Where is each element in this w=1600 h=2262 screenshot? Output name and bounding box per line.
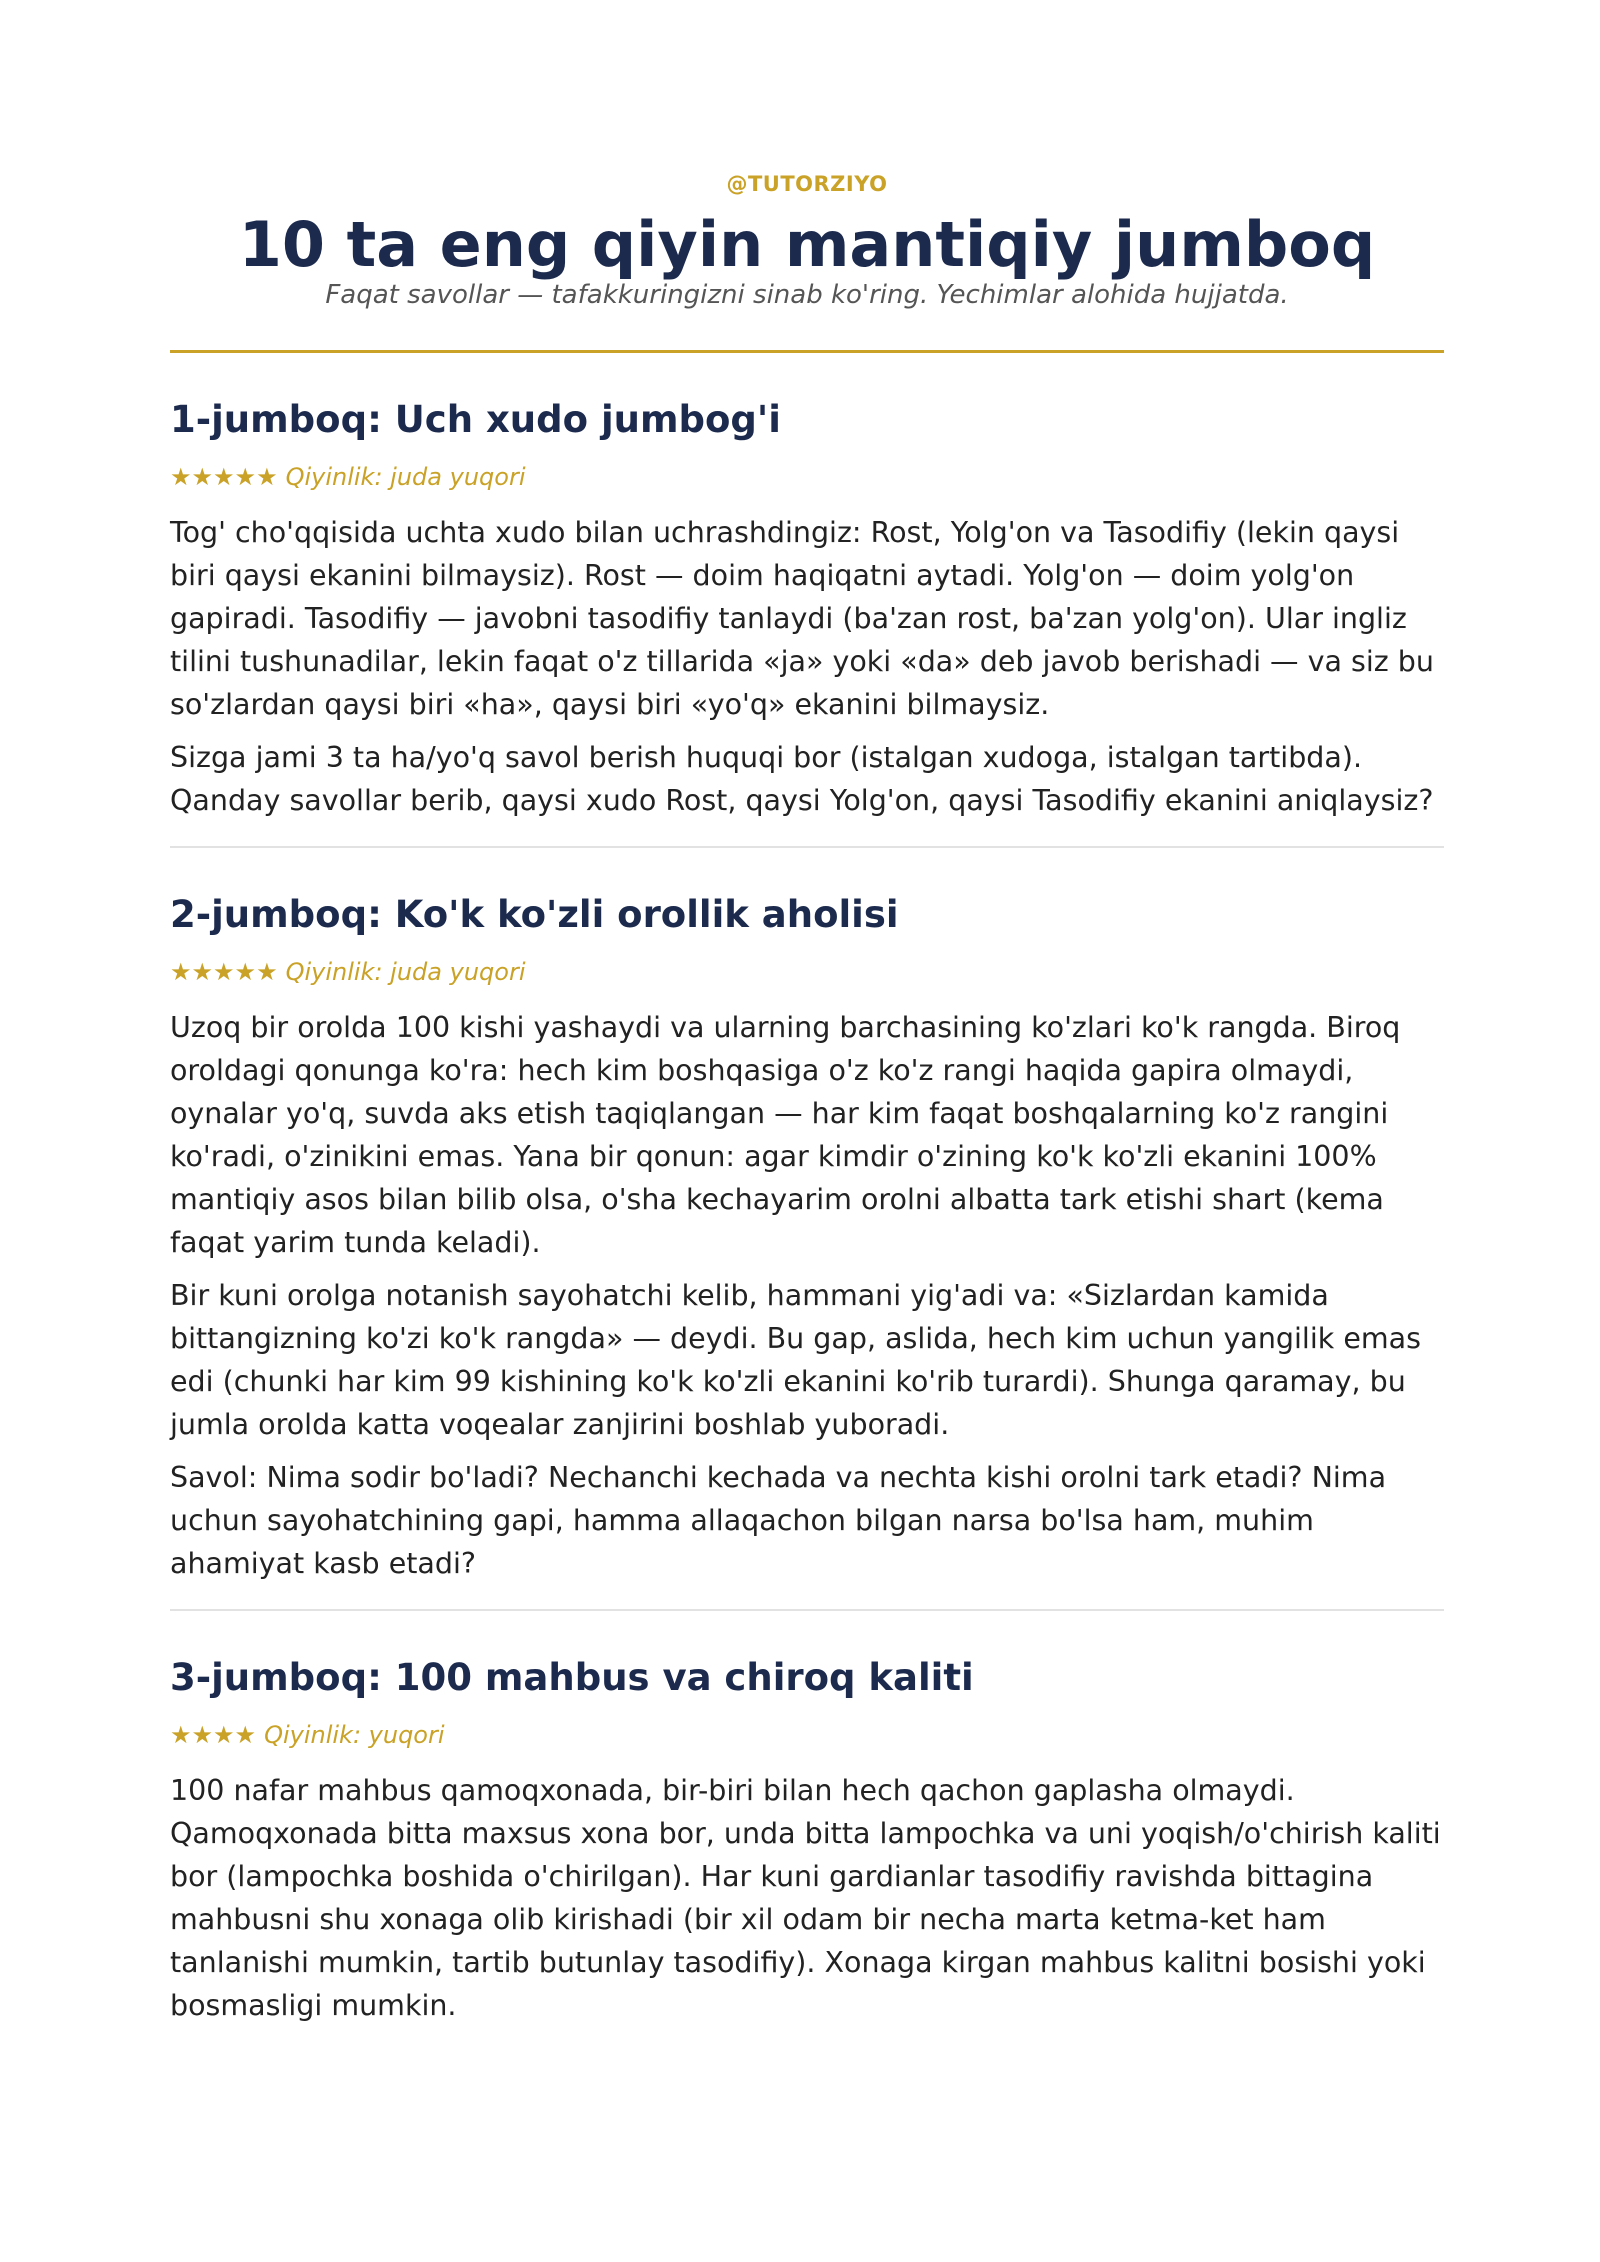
star-rating-icon: ★★★★ <box>170 1721 257 1749</box>
difficulty-label: Qiyinlik: juda yuqori <box>285 958 526 986</box>
puzzle-paragraph: Savol: Nima sodir bo'ladi? Nechanchi kechada va nechta kishi orolni tark etadi? Nima uchun sayohatchining gapi, hamma allaqachon bilgan narsa bo'lsa ham, muhim ahamiyat kasb etadi? <box>170 1461 1387 1580</box>
puzzle-paragraph: 100 nafar mahbus qamoqxonada, bir-biri bilan hech qachon gaplasha olmaydi. Qamoqxonada bitta maxsus xona bor, unda bitta lampochka va uni yoqish/o'chirish kaliti bor (lampochka boshida o'chirilgan). Har kuni gardianlar tasodifiy ravishda bittagina mahbusni shu xonaga olib kirishadi (bir xil odam bir necha marta ketma-ket ham tanlanishi mumkin, tartib butunlay tasodifiy). Xonaga kirgan mahbus kalitni bosishi yoki bosmasligi mumkin. <box>170 1774 1441 2022</box>
difficulty-rating <box>170 956 1444 988</box>
difficulty-label: Qiyinlik: juda yuqori <box>285 463 526 491</box>
difficulty-label: Qiyinlik: yuqori <box>264 1721 445 1749</box>
difficulty-rating <box>170 1719 1444 1751</box>
puzzle-1 <box>170 353 1444 848</box>
puzzle-paragraph: Bir kuni orolga notanish sayohatchi kelib, hammani yig'adi va: «Sizlardan kamida bittangizning ko'zi ko'k rangda» — deydi. Bu gap, aslida, hech kim uchun yangilik emas edi (chunki har kim 99 kishining ko'k ko'zli ekanini ko'rib turardi). Shunga qaramay, bu jumla orolda katta voqealar zanjirini boshlab yuboradi. <box>170 1279 1421 1441</box>
puzzle-title: 2-jumboq: Ko'k ko'zli orollik aholisi <box>170 893 899 936</box>
puzzle-paragraph: Tog' cho'qqisida uchta xudo bilan uchrashdingiz: Rost, Yolg'on va Tasodifiy (lekin qaysi biri qaysi ekanini bilmaysiz). Rost — doim haqiqatni aytadi. Yolg'on — doim yolg'on gapiradi. Tasodifiy — javobni tasodifiy tanlaydi (ba'zan rost, ba'zan yolg'on). Ular ingliz tilini tushunadilar, lekin faqat o'z tillarida «ja» yoki «da» deb javob berishadi — va siz bu so'zlardan qaysi biri «ha», qaysi biri «yo'q» ekanini bilmaysiz. <box>170 516 1434 721</box>
page-subtitle: Faqat savollar — tafakkuringizni sinab ko'ring. Yechimlar alohida hujjatda. <box>325 280 1289 310</box>
page-title: 10 ta eng qiyin mantiqiy jumboq <box>238 208 1376 281</box>
puzzle-title: 1-jumboq: Uch xudo jumbog'i <box>170 398 781 441</box>
puzzle-3 <box>170 1611 1444 2027</box>
puzzle-2 <box>170 848 1444 1611</box>
puzzle-paragraph: Sizga jami 3 ta ha/yo'q savol berish huquqi bor (istalgan xudoga, istalgan tartibda). Qanday savollar berib, qaysi xudo Rost, qaysi Yolg'on, qaysi Tasodifiy ekanini aniqlaysiz? <box>170 741 1434 817</box>
puzzle-title: 3-jumboq: 100 mahbus va chiroq kaliti <box>170 1656 974 1699</box>
star-rating-icon: ★★★★★ <box>170 463 278 491</box>
brand-handle: @TUTORZIYO <box>726 172 888 196</box>
difficulty-rating <box>170 461 1444 493</box>
document-header <box>170 0 1444 353</box>
puzzle-paragraph: Uzoq bir orolda 100 kishi yashaydi va ularning barchasining ko'zlari ko'k rangda. Biroq oroldagi qonunga ko'ra: hech kim boshqasiga o'z ko'z rangi haqida gapira olmaydi, oynalar yo'q, suvda aks etish taqiqlangan — har kim faqat boshqalarning ko'z rangini ko'radi, o'zinikini emas. Yana bir qonun: agar kimdir o'zining ko'k ko'zli ekanini 100% mantiqiy asos bilan bilib olsa, o'sha kechayarim orolni albatta tark etishi shart (kema faqat yarim tunda keladi). <box>170 1011 1401 1259</box>
document-page <box>170 0 1444 2027</box>
star-rating-icon: ★★★★★ <box>170 958 278 986</box>
